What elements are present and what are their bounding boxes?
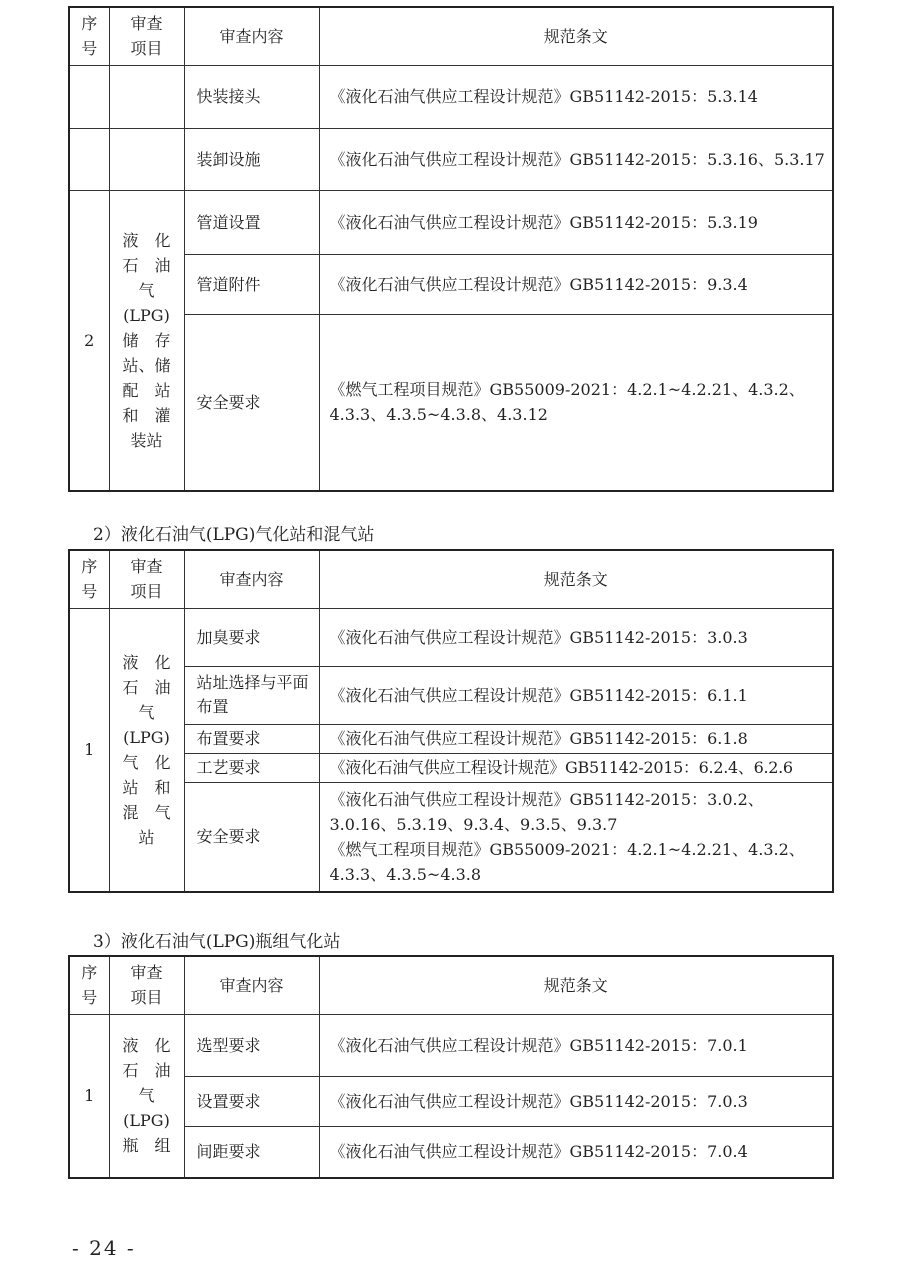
content-cell: 快装接头 — [184, 65, 319, 128]
table-header-row — [69, 956, 833, 1014]
item-line: 液 化 — [122, 652, 171, 672]
table-row — [69, 128, 833, 190]
item-line: 气 — [138, 280, 155, 300]
clause-cell: 《液化石油气供应工程设计规范》GB51142-2015：7.0.1 — [319, 1014, 833, 1076]
header-clause: 规范条文 — [319, 550, 833, 608]
table-row — [69, 65, 833, 128]
clause-cell: 《液化石油气供应工程设计规范》GB51142-2015：9.3.4 — [319, 254, 833, 314]
clause-cell: 《液化石油气供应工程设计规范》GB51142-2015：6.1.1 — [319, 666, 833, 724]
header-seq: 序 号 — [69, 956, 109, 1014]
header-seq: 序 号 — [69, 7, 109, 65]
header-item: 审查 项目 — [109, 550, 184, 608]
item-line: 气 化 — [122, 752, 171, 772]
item-line: (LPG) — [123, 727, 170, 747]
table-row — [69, 254, 833, 314]
content-cell: 设置要求 — [184, 1076, 319, 1126]
item-line: 液 化 — [122, 1036, 171, 1056]
item-line: 石 油 — [122, 255, 171, 275]
item-line: 石 油 — [122, 677, 171, 697]
table-header-row — [69, 550, 833, 608]
content-cell: 加臭要求 — [184, 608, 319, 666]
item-line: 混 气 — [122, 802, 171, 822]
clause-cell: 《液化石油气供应工程设计规范》GB51142-2015：6.2.4、6.2.6 — [319, 753, 833, 782]
header-clause: 规范条文 — [319, 7, 833, 65]
table-row — [69, 782, 833, 892]
item-line: 气 — [138, 702, 155, 722]
item-line: 站 — [138, 827, 155, 847]
item-line: 气 — [138, 1086, 155, 1106]
content-cell: 站址选择与平面布置 — [184, 666, 319, 724]
header-item: 审查 项目 — [109, 7, 184, 65]
header-seq: 序 号 — [69, 550, 109, 608]
content-cell: 选型要求 — [184, 1014, 319, 1076]
group-seq-cell: 1 — [69, 1014, 109, 1178]
clause-line: 《燃气工程项目规范》GB55009-2021：4.2.1~4.2.21、4.3.2、4.3.3、4.3.5~4.3.8 — [329, 839, 805, 884]
group-item-cell — [109, 190, 184, 491]
item-line: 瓶 组 — [122, 1136, 171, 1156]
item-cell — [109, 65, 184, 128]
seq-cell — [69, 65, 109, 128]
item-line: (LPG) — [123, 1111, 170, 1131]
header-clause: 规范条文 — [319, 956, 833, 1014]
group-item-cell — [109, 1014, 184, 1178]
content-cell: 布置要求 — [184, 724, 319, 753]
clause-cell — [319, 782, 833, 892]
clause-cell: 《液化石油气供应工程设计规范》GB51142-2015：7.0.4 — [319, 1126, 833, 1178]
content-cell: 管道附件 — [184, 254, 319, 314]
item-line: 配 站 — [122, 380, 171, 400]
item-line: 液 化 — [122, 230, 171, 250]
header-content: 审查内容 — [184, 7, 319, 65]
table-row — [69, 608, 833, 666]
table-row — [69, 1076, 833, 1126]
item-line: 站 和 — [122, 777, 171, 797]
clause-cell: 《液化石油气供应工程设计规范》GB51142-2015：6.1.8 — [319, 724, 833, 753]
clause-cell: 《液化石油气供应工程设计规范》GB51142-2015：5.3.16、5.3.17 — [319, 128, 833, 190]
section-2-title: 2）液化石油气(LPG)气化站和混气站 — [93, 525, 375, 545]
clause-cell: 《液化石油气供应工程设计规范》GB51142-2015：5.3.19 — [319, 190, 833, 254]
item-line: 站、储 — [122, 355, 171, 375]
group-item-cell — [109, 608, 184, 892]
item-line: 石 油 — [122, 1061, 171, 1081]
item-line: 储 存 — [122, 330, 171, 350]
clause-cell: 《燃气工程项目规范》GB55009-2021：4.2.1~4.2.21、4.3.2、4.3.3、4.3.5~4.3.8、4.3.12 — [319, 314, 833, 491]
header-content: 审查内容 — [184, 550, 319, 608]
table-row — [69, 314, 833, 491]
table-row — [69, 190, 833, 254]
table-row — [69, 753, 833, 782]
lpg-storage-table — [68, 6, 834, 492]
group-seq-cell: 2 — [69, 190, 109, 491]
header-content: 审查内容 — [184, 956, 319, 1014]
item-line: 装站 — [130, 430, 163, 450]
clause-cell: 《液化石油气供应工程设计规范》GB51142-2015：3.0.3 — [319, 608, 833, 666]
clause-cell: 《液化石油气供应工程设计规范》GB51142-2015：7.0.3 — [319, 1076, 833, 1126]
table-row — [69, 724, 833, 753]
content-cell: 安全要求 — [184, 782, 319, 892]
table-header-row — [69, 7, 833, 65]
clause-cell: 《液化石油气供应工程设计规范》GB51142-2015：5.3.14 — [319, 65, 833, 128]
content-cell: 安全要求 — [184, 314, 319, 491]
page-number: - 24 - — [72, 1236, 136, 1260]
content-cell: 间距要求 — [184, 1126, 319, 1178]
group-seq-cell: 1 — [69, 608, 109, 892]
table-row — [69, 1014, 833, 1076]
item-cell — [109, 128, 184, 190]
table-row — [69, 666, 833, 724]
item-line: (LPG) — [123, 305, 170, 325]
header-item: 审查 项目 — [109, 956, 184, 1014]
clause-line: 《液化石油气供应工程设计规范》GB51142-2015：3.0.2、3.0.16、5.3.19、9.3.4、9.3.5、9.3.7 — [329, 789, 764, 834]
content-cell: 工艺要求 — [184, 753, 319, 782]
item-line: 和 灌 — [122, 405, 171, 425]
table-row — [69, 1126, 833, 1178]
section-3-title: 3）液化石油气(LPG)瓶组气化站 — [93, 932, 341, 952]
content-cell: 管道设置 — [184, 190, 319, 254]
lpg-vaporization-table — [68, 549, 834, 893]
content-cell: 装卸设施 — [184, 128, 319, 190]
lpg-cylinder-table — [68, 955, 834, 1179]
seq-cell — [69, 128, 109, 190]
